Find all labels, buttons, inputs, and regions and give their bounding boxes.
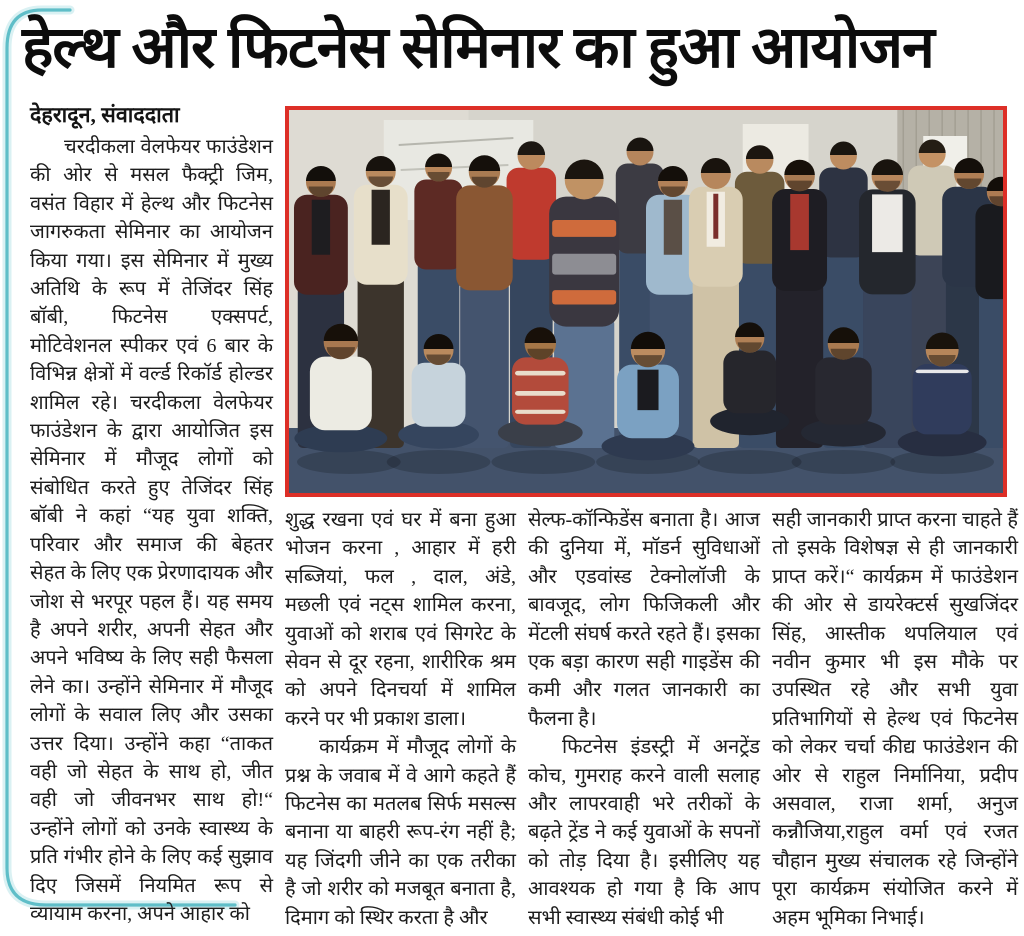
article-paragraph: सेल्फ-कॉन्फिडेंस बनाता है। आज की दुनिया में, मॉडर्न सुविधाओं और एडवांस्ड टेक्नोलॉजी के बावजूद, लोग फिजिकली और मेंटली संघर्ष करते रहते हैं। इसका एक बड़ा कारण सही गाइडेंस की कमी और गलत जानकारी का फैलना है। [528, 509, 760, 730]
article-paragraph: कार्यक्रम में मौजूद लोगों के प्रश्न के जवाब में वे आगे कहते हैं फिटनेस का मतलब सिर्फ मसल्स बनाना या बाहरी रूप-रंग नहीं है; यह जिंदगी जीने का एक तरीका है जो शरीर को मजबूत बनाता है, दिमाग को स्थिर करता है और [285, 736, 516, 929]
article-photo [285, 106, 1007, 497]
article-paragraph: चरदीकला वेलफेयर फाउंडेशन की ओर से मसल फैक्ट्री जिम, वसंत विहार में हेल्थ और फिटनेस जागरुकता सेमिनार का आयोजन किया गया। इस सेमिनार में मुख्य अतिथि के रूप में तेजिंदर सिंह बॉबी, फिटनेस एक्सपर्ट, मोटिवेशनल स्पीकर एवं 6 बार के विभिन्न क्षेत्रों में वर्ल्ड रिकॉर्ड होल्डर शामिल रहे। चरदीकला वेलफेयर फाउंडेशन के द्वारा आयोजित इस सेमिनार में मौजूद लोगों को संबोधित करते हुए तेजिंदर सिंह बॉबी ने कहां “यह युवा शक्ति, परिवार और समाज की बेहतर सेहत के लिए एक प्रेरणादायक और जोश से भरपूर पहल हैं। यह समय है अपने शरीर, अपनी सेहत और अपने भविष्य के लिए सही फैसला लेने का। उन्होंने सेमिनार में मौजूद लोगों के सवाल लिए और उसका उत्तर दिया। उन्होंने कहा “ताकत वही जो सेहत के साथ हो, जीत वही जो जीवनभर साथ हो!“ उन्होंने लोगों को उनके स्वास्थ्य के प्रति गंभीर होने के लिए कई सुझाव दिए जिसमें नियमित रूप से व्यायाम करना, अपने आहार को [30, 136, 273, 925]
column-paragraphs [30, 133, 273, 928]
article-column-3 [528, 506, 760, 934]
article-paragraph: शुद्ध रखना एवं घर में बना हुआ भोजन करना , आहार में हरी सब्जियां, फल , दाल, अंडे, मछली एवं नट्स शामिल करना, युवाओं को शराब एवं सिगरेट के सेवन से दूर रहना, शारीरिक श्रम को अपने दिनचर्या में शामिल करने पर भी प्रकाश डाला। [285, 509, 516, 730]
dateline: देहरादून, संवाददाता [30, 103, 180, 127]
article-column-1 [30, 100, 273, 935]
article-column-2 [285, 506, 516, 934]
seminar-group-photo [289, 110, 1003, 493]
page-title: हेल्थ और फिटनेस सेमिनार का हुआ आयोजन [22, 15, 934, 80]
article-paragraph: फिटनेस इंडस्ट्री में अनट्रेंड कोच, गुमराह करने वाली सलाह और लापरवाही भरे तरीकों के बढ़ते ट्रेंड ने कई युवाओं के सपनों को तोड़ दिया है। इसीलिए यह आवश्यक हो गया है कि आप सभी स्वास्थ्य संबंधी कोई भी [528, 736, 760, 929]
article-paragraph: सही जानकारी प्राप्त करना चाहते हैं तो इसके विशेषज्ञ से ही जानकारी प्राप्त करें।“ कार्यक्रम में फाउंडेशन की ओर से डायरेक्टर्स सुखजिंदर सिंह, आस्तीक थपलियाल एवं नवीन कुमार भी इस मौके पर उपस्थित रहे और सभी युवा प्रतिभागियों से हेल्थ एवं फिटनेस को लेकर चर्चा कीद्य फाउंडेशन की ओर से राहुल निर्मानिया, प्रदीप असवाल, राजा शर्मा, अनुज कन्नौजिया,राहुल वर्मा एवं रजत चौहान मुख्य संचालक रहे जिन्होंने पूरा कार्यक्रम संयोजित करने में अहम भूमिका निभाई। [772, 509, 1018, 929]
article-column-4 [772, 506, 1018, 934]
